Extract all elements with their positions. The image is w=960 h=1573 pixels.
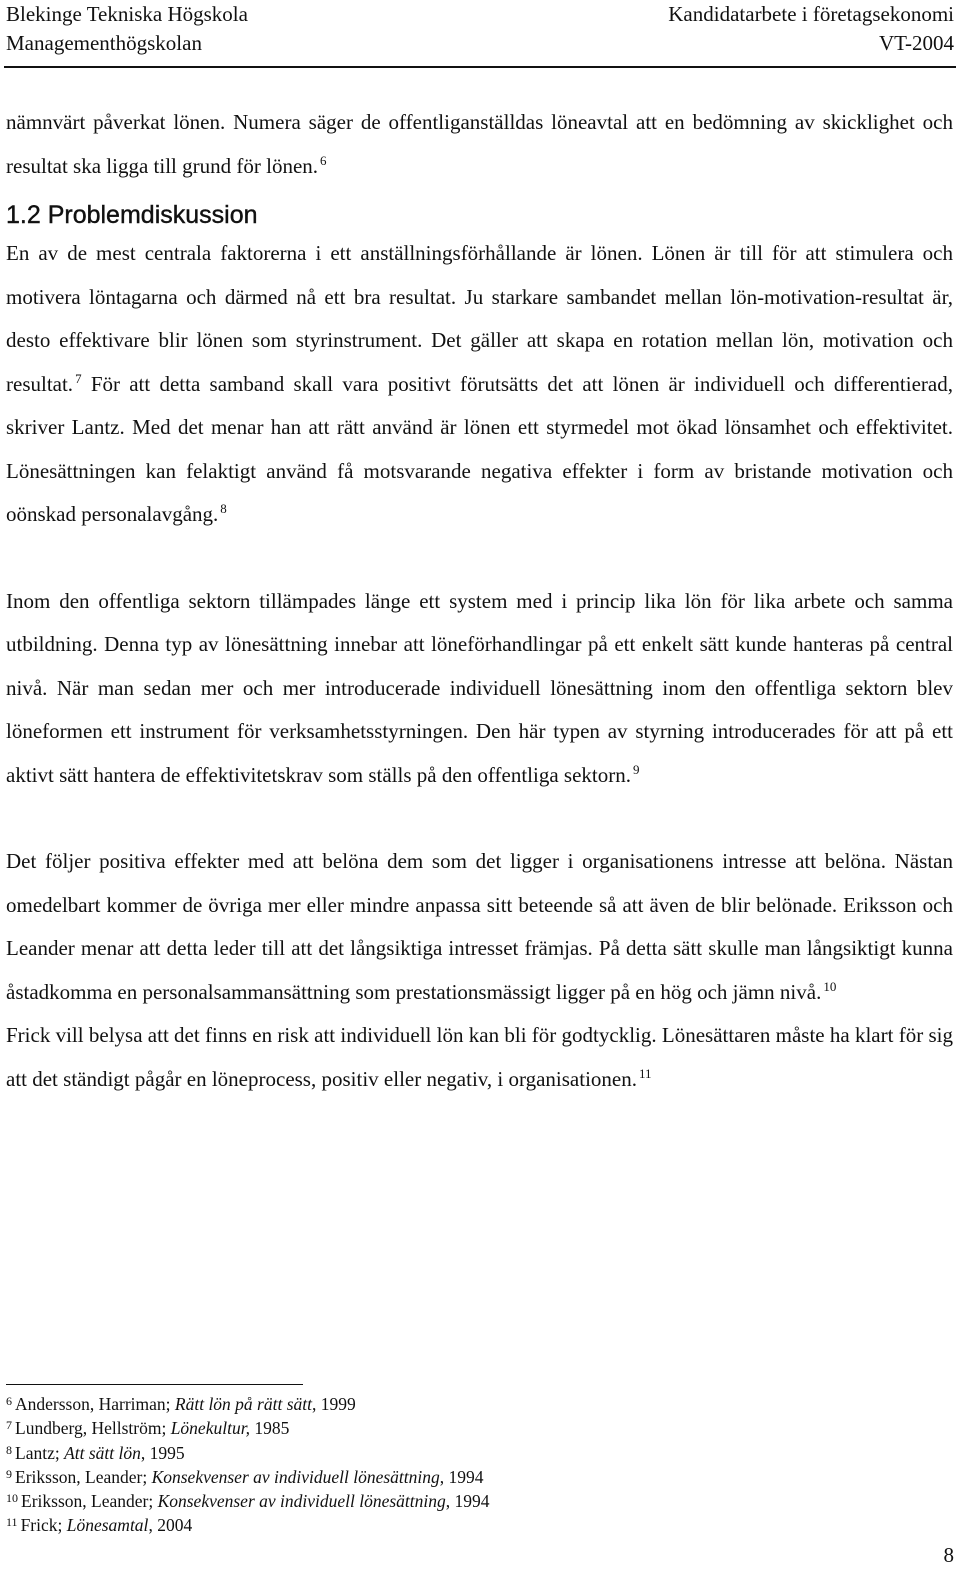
footnote-author: Eriksson, Leander;	[21, 1491, 158, 1512]
footnote-number: 7	[6, 1418, 12, 1433]
footnote-year: , 1994	[445, 1491, 490, 1512]
footnote-ref: 11	[639, 1065, 652, 1081]
footnote-year: , 1995	[140, 1442, 185, 1463]
footnote-number: 6	[6, 1394, 12, 1408]
paragraph-public-sector	[6, 580, 953, 798]
document-body	[6, 101, 953, 1101]
paragraph-text: Inom den offentliga sektorn tillämpades länge ett system med i princip lika lön för lika arbete och samma utbildning. Denna typ av lönesättning innebar att löneförhandlingar på ett enkelt sätt kunde hanteras på central nivå. När man sedan mer och mer introducerade individuell lönesättning inom den offentliga sektorn blev löneformen ett instrument för verksamhetsstyrningen. Den här typen av styrning introducerades för att på ett aktivt sätt hantera de effektivitetskrav som ställs på den offentliga sektorn.	[6, 588, 953, 787]
paragraph-text: Frick vill belysa att det finns en risk att individuell lön kan bli för godtycklig. Lönesättaren måste ha klart för sig att det ständigt pågår en löneprocess, positiv eller negativ, i organisationen.	[6, 1023, 953, 1091]
footnote-title: Lönesamtal	[66, 1515, 149, 1536]
footnote-year: , 1994	[439, 1466, 484, 1487]
paragraph-text: nämnvärt påverkat lönen. Numera säger de offentliganställdas löneavtal att en bedömning av skicklighet och resultat ska ligga till grund för lönen.	[6, 110, 953, 178]
footnote-number: 11	[6, 1515, 18, 1530]
header-school: Blekinge Tekniska Högskola	[6, 2, 248, 26]
footnote-number: 9	[6, 1466, 12, 1481]
footnote-title: Lönekultur,	[170, 1418, 250, 1439]
page-number: 8	[943, 1543, 954, 1567]
section-heading: 1.2 Problemdiskussion	[6, 201, 258, 229]
footnote-author: Andersson, Harriman;	[15, 1394, 175, 1414]
footnote-ref: 7	[75, 370, 82, 386]
footnote-divider	[6, 1384, 303, 1385]
footnote-ref: 6	[320, 152, 327, 168]
footnote-ref: 8	[220, 501, 227, 516]
paragraph-problem	[6, 232, 953, 537]
footnote-year: 1985	[249, 1418, 290, 1439]
footnote-ref: 10	[823, 978, 837, 994]
footnote-item	[6, 1513, 490, 1537]
footnote-item	[6, 1489, 490, 1513]
footnote-year: , 2004	[148, 1515, 193, 1536]
footnote-item	[6, 1441, 490, 1465]
footnotes	[6, 1392, 490, 1538]
footnote-number: 10	[6, 1491, 18, 1506]
footnote-year: , 1999	[312, 1394, 356, 1414]
header-divider	[4, 66, 956, 68]
footnote-title: Konsekvenser av individuell lönesättning	[157, 1491, 446, 1512]
footnote-author: Lundberg, Hellström;	[15, 1418, 171, 1439]
footnote-item	[6, 1416, 490, 1440]
footnote-ref: 9	[632, 761, 640, 777]
footnote-author: Eriksson, Leander;	[15, 1466, 152, 1487]
footnote-item	[6, 1465, 490, 1489]
footnote-title: Konsekvenser av individuell lönesättning	[151, 1466, 440, 1487]
paragraph-intro	[6, 101, 953, 188]
footnote-title: Att sätt lön	[64, 1442, 141, 1463]
header-term: VT-2004	[878, 31, 954, 55]
footnote-title: Rätt lön på rätt sätt	[174, 1394, 313, 1414]
paragraph-positive-effects	[6, 840, 953, 1014]
header-department: Managementhögskolan	[6, 31, 202, 55]
header-thesis-type: Kandidatarbete i företagsekonomi	[668, 2, 954, 26]
paragraph-text: Det följer positiva effekter med att belöna dem som det ligger i organisationens intresse att belöna. Nästan omedelbart kommer de övriga mer eller mindre anpassa sitt beteende så att även de blir belönade. Eriksson och Leander menar att detta leder till att det långsiktiga intresset främjas. På detta sätt skulle man långsiktigt kunna åstadkomma en personalsammansättning som prestationsmässigt ligger på en hög och jämn nivå.	[6, 849, 953, 1004]
paragraph-text: För att detta samband skall vara positivt förutsätts det att lönen är individuell och differentierad, skriver Lantz. Med det menar han att rätt använd är lönen ett styrmedel mot ökad lönsamhet och effektivitet. Lönesättningen kan felaktigt använd få motsvarande negativa effekter i form av bristande motivation och oönskad personalavgång.	[6, 371, 953, 526]
footnote-author: Lantz;	[15, 1442, 65, 1463]
paragraph-risk	[6, 1014, 953, 1101]
footnote-author: Frick;	[20, 1515, 67, 1536]
paragraph-text: En av de mest centrala faktorerna i ett anställningsförhållande är lönen. Lönen är till för att stimulera och motivera löntagarna och därmed nå ett bra resultat. Ju starkare sambandet mellan lön-motivation-resultat är, desto effektivare blir lönen som styrinstrument. Det gäller att skapa en rotation mellan lön, motivation och resultat.	[6, 241, 953, 396]
footnote-item	[6, 1392, 490, 1416]
footnote-number: 8	[6, 1442, 12, 1457]
